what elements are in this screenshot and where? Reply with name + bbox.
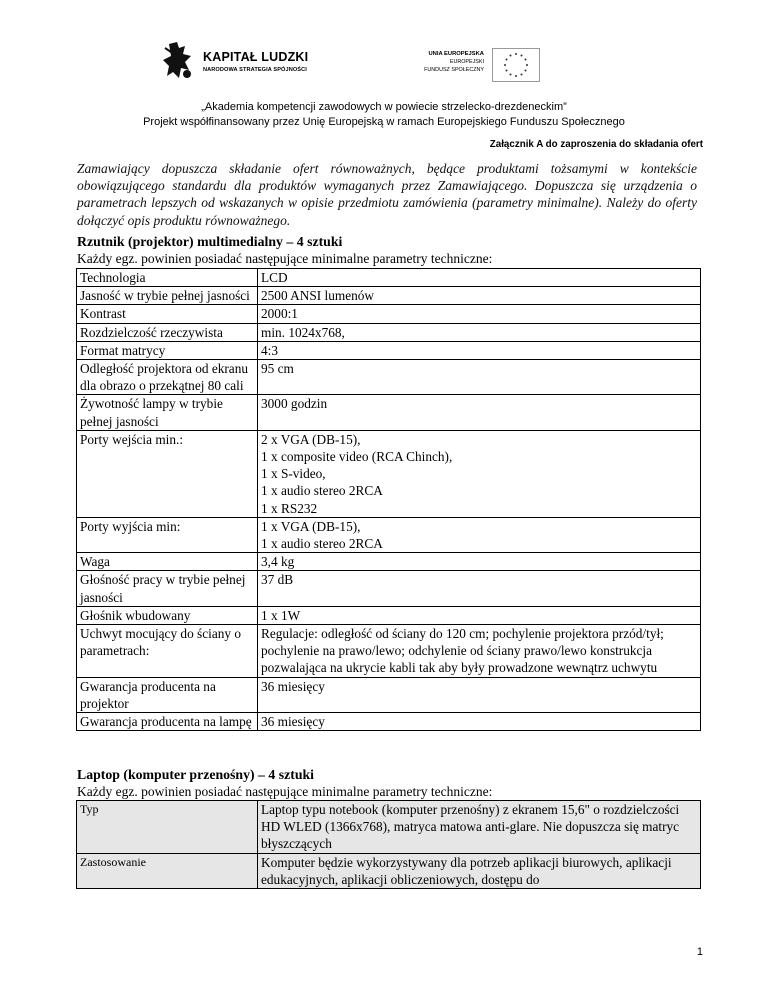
spec-label: Uchwyt mocujący do ściany o parametrach: (77, 625, 258, 678)
spec-value: 1 x 1W (258, 606, 701, 624)
spec-row (77, 553, 701, 571)
projector-spec-rows (77, 269, 701, 731)
spec-value: 2000:1 (258, 305, 701, 323)
kapital-ludzki-mark-icon (163, 40, 197, 84)
spec-row (77, 341, 701, 359)
section2-subheading: Każdy egz. powinien posiadać następujące minimalne parametry techniczne: (77, 784, 493, 799)
spec-value: Laptop typu notebook (komputer przenośny) z ekranem 15,6" o rozdzielczości HD WLED (1366x768), matryca matowa anti-glare. Nie dopuszcza się matryc błyszczących (258, 801, 701, 854)
spec-label: Kontrast (77, 305, 258, 323)
spec-value: Regulacje: odległość od ściany do 120 cm; pochylenie projektora przód/tył; pochylenie na prawo/lewo; odchylenie od ściany prawo/lewo konstrukcja pozwalająca na ukrycie kabli tak aby były prowadzone wewnątrz uchwytu (258, 625, 701, 678)
section1-subheading: Każdy egz. powinien posiadać następujące minimalne parametry techniczne: (77, 251, 493, 266)
spec-row (77, 395, 701, 430)
section2-heading: Laptop (komputer przenośny) – 4 sztuki (77, 767, 314, 782)
spec-row (77, 517, 701, 552)
project-funding: Projekt współfinansowany przez Unię Europejską w ramach Europejskiego Funduszu Społecznego (143, 116, 625, 128)
eu-flag-icon (492, 48, 540, 82)
spec-row (77, 625, 701, 678)
spec-value: min. 1024x768, (258, 323, 701, 341)
project-title: „Akademia kompetencji zawodowych w powiecie strzelecko-drezdeneckim” (201, 101, 567, 113)
spec-row (77, 430, 701, 517)
spec-label: Gwarancja producenta na lampę (77, 713, 258, 731)
spec-row (77, 606, 701, 624)
spec-label: Rozdzielczość rzeczywista (77, 323, 258, 341)
logo-subtitle: NARODOWA STRATEGIA SPÓJNOŚCI (203, 67, 307, 73)
spec-row (77, 305, 701, 323)
spec-value: Komputer będzie wykorzystywany dla potrzeb aplikacji biurowych, aplikacji edukacyjnych, aplikacji obliczeniowych, dostępu do (258, 853, 701, 888)
spec-row (77, 853, 701, 888)
spec-row (77, 677, 701, 712)
page-number: 1 (696, 946, 703, 958)
eu-logo-line2: EUROPEJSKI (449, 59, 484, 65)
spec-label: Format matrycy (77, 341, 258, 359)
spec-value: 1 x VGA (DB-15), 1 x audio stereo 2RCA (258, 517, 701, 552)
intro-paragraph: Zamawiający dopuszcza składanie ofert równoważnych, będące produktami tożsamymi w kontekście obowiązującego standardu dla produktów wymaganych przez Zamawiającego. Dopuszcza się urządzenia o parametrach lepszych od wskazanych w opisie przedmiotu zamówienia (parametry minimalne). Należy do oferty dołączyć opis produktu równoważnego. (77, 161, 697, 228)
laptop-spec-rows (77, 801, 701, 889)
spec-value: 37 dB (258, 571, 701, 606)
spec-value: 95 cm (258, 360, 701, 395)
spec-row (77, 287, 701, 305)
eu-logo (424, 44, 544, 84)
spec-label: Porty wejścia min.: (77, 430, 258, 517)
spec-label: Typ (77, 801, 258, 854)
spec-label: Jasność w trybie pełnej jasności (77, 287, 258, 305)
section1-heading: Rzutnik (projektor) multimedialny – 4 sztuki (77, 234, 343, 249)
spec-row (77, 571, 701, 606)
spec-value: 3000 godzin (258, 395, 701, 430)
spec-value: 4:3 (258, 341, 701, 359)
spec-row (77, 269, 701, 287)
spec-label: Porty wyjścia min: (77, 517, 258, 552)
spec-value: 2 x VGA (DB-15), 1 x composite video (RCA Chinch), 1 x S-video, 1 x audio stereo 2RCA 1 x RS232 (258, 430, 701, 517)
spec-label: Gwarancja producenta na projektor (77, 677, 258, 712)
spec-value: 2500 ANSI lumenów (258, 287, 701, 305)
spec-value: 36 miesięcy (258, 713, 701, 731)
spec-row (77, 323, 701, 341)
spec-label: Głośnik wbudowany (77, 606, 258, 624)
spec-label: Zastosowanie (77, 853, 258, 888)
logo-title: KAPITAŁ LUDZKI (203, 50, 309, 64)
spec-label: Głośność pracy w trybie pełnej jasności (77, 571, 258, 606)
kapital-ludzki-logo (163, 40, 309, 84)
spec-label: Żywotność lampy w trybie pełnej jasności (77, 395, 258, 430)
eu-logo-text (424, 50, 484, 74)
spec-label: Technologia (77, 269, 258, 287)
spec-label: Waga (77, 553, 258, 571)
eu-logo-line3: FUNDUSZ SPOŁECZNY (424, 67, 484, 73)
projector-spec-table (76, 268, 701, 731)
annex-label: Załącznik A do zaproszenia do składania ofert (489, 139, 703, 150)
spec-label: Odległość projektora od ekranu dla obrazo o przekątnej 80 cali (77, 360, 258, 395)
spec-row (77, 801, 701, 854)
spec-value: LCD (258, 269, 701, 287)
laptop-spec-table (76, 800, 701, 889)
spec-value: 3,4 kg (258, 553, 701, 571)
spec-value: 36 miesięcy (258, 677, 701, 712)
spec-row (77, 360, 701, 395)
spec-row (77, 713, 701, 731)
eu-logo-line1: UNIA EUROPEJSKA (428, 51, 484, 57)
